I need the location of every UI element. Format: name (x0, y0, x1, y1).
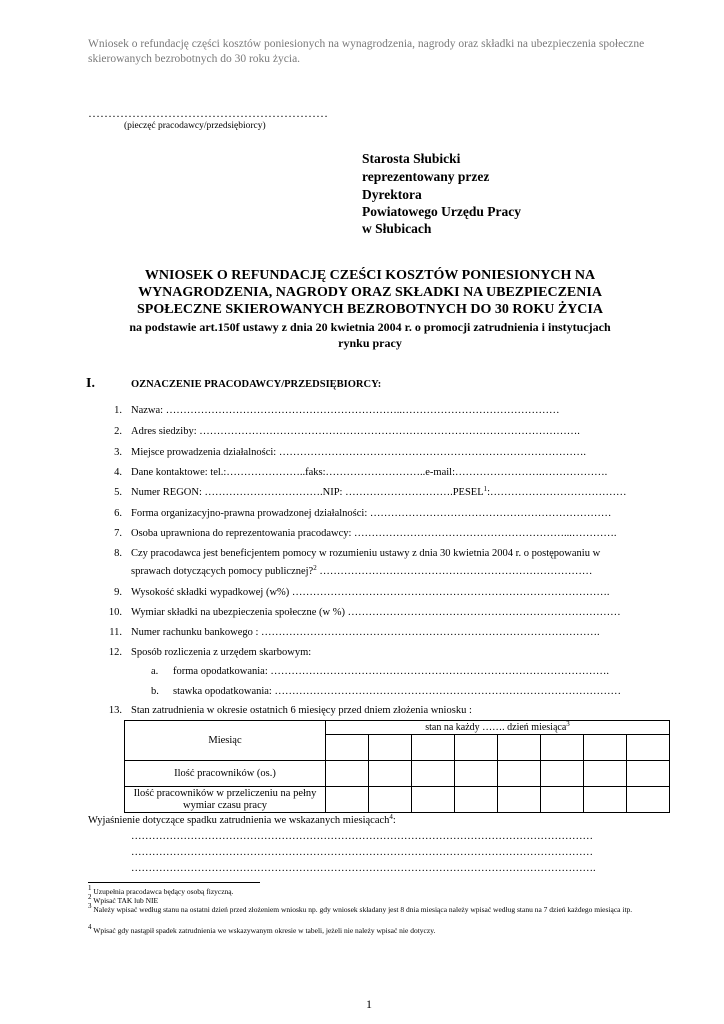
explanation-line[interactable]: ……………………………………………………………………………………………………………………. (131, 863, 596, 874)
item-text[interactable]: Forma organizacyjno-prawna prowadzonej działalności: …………………………………………………………… (131, 508, 612, 519)
table-cell[interactable] (412, 761, 455, 787)
item-text[interactable]: Nazwa: …………………………………………………………..……………………………………… (131, 405, 560, 416)
item-number: 2. (114, 426, 122, 437)
table-label-fte: Ilość pracowników w przeliczeniu na pełny wymiar czasu pracy (125, 787, 326, 813)
item-text: Czy pracodawca jest beneficjentem pomocy w rozumieniu ustawy z dnia 30 kwietnia 2004 r. o postępowaniu w (131, 548, 601, 559)
item-text: Stan zatrudnienia w okresie ostatnich 6 miesięcy przed dniem złożenia wniosku : (131, 705, 472, 716)
footnote: $^3$ Należy wpisać według stanu na ostatni dzień przed złożeniem wniosku np. gdy wniosek składany jest 8 dnia miesiąca należy wpisać według stanu na 7 dzień każdego miesiąca itp. (88, 902, 633, 914)
addressee-line: Starosta Słubicki (362, 151, 461, 166)
addressee-line: Powiatowego Urzędu Pracy (362, 204, 521, 219)
footnote: $^1$ Uzupełnia pracodawca będący osobą fizyczną. (88, 884, 234, 896)
table-cell[interactable] (541, 761, 584, 787)
sub-item-letter: a. (151, 666, 159, 677)
addressee-line: Dyrektora (362, 187, 422, 202)
item-text-line2[interactable]: sprawach dotyczących pomocy publicznej?$^2$ …………………………………………………………………… (131, 564, 593, 577)
item-text[interactable]: Numer rachunku bankowego : ……………………………………………………………………………………. (131, 627, 600, 638)
sub-item-letter: b. (151, 686, 159, 697)
item-number: 11. (109, 627, 122, 638)
item-number: 3. (114, 447, 122, 458)
table-cell[interactable] (412, 735, 455, 761)
stamp-dots: …………………………………………………… (88, 106, 328, 120)
table-cell[interactable] (369, 761, 412, 787)
table-cell[interactable] (584, 761, 627, 787)
table-cell[interactable] (455, 735, 498, 761)
table-cell[interactable] (627, 761, 670, 787)
table-cell[interactable] (369, 735, 412, 761)
table-cell[interactable] (498, 761, 541, 787)
item-number: 9. (114, 587, 122, 598)
explanation-line[interactable]: …………………………………………………………………………………………………………………… (131, 847, 593, 858)
item-text[interactable]: Osoba uprawniona do reprezentowania pracodawcy: ……………………………………………………...…………. (131, 528, 617, 539)
table-cell[interactable] (326, 761, 369, 787)
item-text: Sposób rozliczenia z urzędem skarbowym: (131, 647, 312, 658)
table-cell[interactable] (541, 787, 584, 813)
table-cell[interactable] (627, 787, 670, 813)
table-cell[interactable] (455, 761, 498, 787)
footnote-separator (88, 882, 260, 883)
form-subtitle-line: rynku pracy (338, 336, 402, 350)
table-cell[interactable] (326, 735, 369, 761)
item-text[interactable]: Adres siedziby: ………………………………………………………………………………………………. (131, 426, 580, 437)
item-text[interactable]: Wymiar składki na ubezpieczenia społeczne (w %) …………………………………………………………………… (131, 607, 621, 618)
explanation-line[interactable]: …………………………………………………………………………………………………………………… (131, 831, 593, 842)
sub-item-text[interactable]: stawka opodatkowania: ……………………………………………………………………………………… (173, 686, 621, 697)
item-text-regon[interactable]: Numer REGON: …………………………….NIP: ………………………….PESEL$^1$:………………………………… (131, 485, 627, 498)
form-title-line: WNIOSEK O REFUNDACJĘ CZEŚCI KOSZTÓW PONIESIONYCH NA (144, 268, 596, 283)
header-note: Wniosek o refundację części kosztów poniesionych na wynagrodzenia, nagrody oraz składki na ubezpieczenia społeczne skierowanych bezrobotnych do 30 roku życia. (88, 38, 645, 65)
section-title: OZNACZENIE PRACODAWCY/PRZEDSIĘBIORCY: (131, 379, 382, 390)
table-cell[interactable] (412, 787, 455, 813)
page-number: 1 (366, 997, 372, 1011)
addressee-line: w Słubicach (362, 221, 432, 236)
item-number: 10. (108, 607, 122, 618)
table-cell[interactable] (627, 735, 670, 761)
stamp-label: (pieczęć pracodawcy/przedsiębiorcy) (124, 121, 266, 131)
table-cell[interactable] (455, 787, 498, 813)
footnote: $^4$ Wpisać gdy nastąpił spadek zatrudnienia we wskazywanym okresie w tabeli, jeżeli nie należy wpisać nie dotyczy. (88, 923, 436, 935)
table-label-month: Miesiąc (125, 721, 326, 761)
table-cell[interactable] (326, 787, 369, 813)
employment-table (124, 720, 670, 813)
table-label-employees: Ilość pracowników (os.) (125, 761, 326, 787)
table-cell[interactable] (369, 787, 412, 813)
form-subtitle-line: na podstawie art.150f ustawy z dnia 20 kwietnia 2004 r. o promocji zatrudnienia i instytucjach (129, 320, 611, 334)
item-text[interactable]: Wysokość składki wypadkowej (w%) ………………………………………………………………………………. (131, 587, 610, 598)
table-cell[interactable] (498, 735, 541, 761)
table-cell[interactable] (498, 787, 541, 813)
item-number: 5. (114, 487, 122, 498)
explanation-label: Wyjaśnienie dotyczące spadku zatrudnienia we wskazanych miesiącach$^4$: (88, 813, 396, 826)
form-title-line: SPOŁECZNE SKIEROWANYCH BEZROBOTNYCH DO 30 ROKU ŻYCIA (137, 302, 603, 317)
item-number: 12. (108, 647, 122, 658)
sub-item-text[interactable]: forma opodatkowania: ……………………………………………………………………………………. (173, 666, 610, 677)
addressee-line: reprezentowany przez (362, 169, 490, 184)
footnote: $^2$ Wpisać TAK lub NIE (88, 893, 159, 905)
item-number: 13. (108, 705, 122, 716)
item-number: 8. (114, 548, 122, 559)
table-cell[interactable] (584, 787, 627, 813)
item-number: 6. (114, 508, 122, 519)
form-title-line: WYNAGRODZENIA, NAGRODY ORAZ SKŁADKI NA UBEZPIECZENIA (138, 285, 602, 300)
item-text[interactable]: Miejsce prowadzenia działalności: ……………………………………………………………………………. (131, 447, 586, 458)
table-cell[interactable] (541, 735, 584, 761)
item-number: 7. (114, 528, 122, 539)
item-text[interactable]: Dane kontaktowe: tel.:…………………..faks:………………………..e-mail:…………………….………………. (131, 467, 608, 478)
table-header-right: stan na każdy ……. dzień miesiąca$^3$ (326, 721, 670, 735)
item-number: 4. (114, 467, 122, 478)
table-cell[interactable] (584, 735, 627, 761)
item-number: 1. (114, 405, 122, 416)
section-number: I. (86, 376, 95, 391)
